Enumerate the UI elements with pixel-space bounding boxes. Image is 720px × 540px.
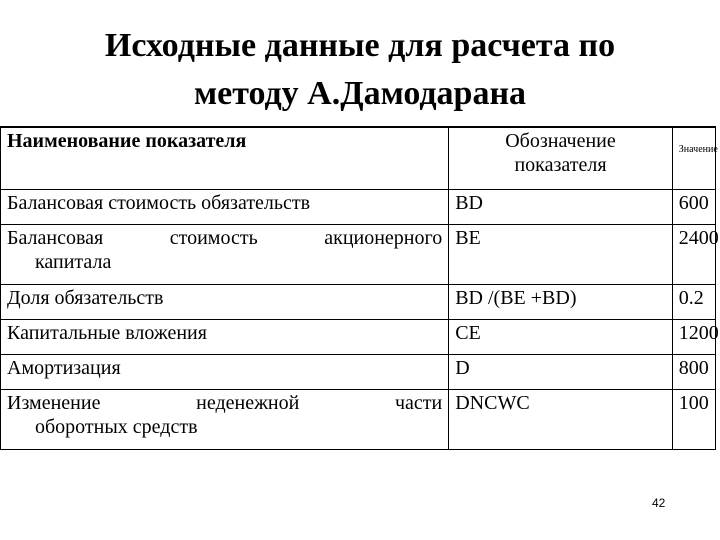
header-name: Наименование показателя xyxy=(1,127,449,189)
table-header-row xyxy=(1,127,716,189)
row-name: Амортизация xyxy=(1,354,449,389)
title-line-1: Исходные данные для расчета по xyxy=(104,27,616,64)
slide-title xyxy=(0,22,720,118)
row-value: 600 xyxy=(672,189,715,224)
header-designation-line-2: показателя xyxy=(514,154,607,176)
row-name xyxy=(1,389,449,449)
row-name-line-2: оборотных средств xyxy=(35,415,198,438)
header-designation xyxy=(449,127,673,189)
table-row xyxy=(1,319,716,354)
row-name: Доля обязательств xyxy=(1,284,449,319)
row-value: 0.2 xyxy=(672,284,715,319)
row-value: 2400 xyxy=(672,224,715,284)
row-name-line-2: капитала xyxy=(35,250,112,273)
table-row xyxy=(1,354,716,389)
row-value: 100 xyxy=(672,389,715,449)
row-designation: BD /(BE +BD) xyxy=(449,284,673,319)
table-row xyxy=(1,389,716,449)
page-number: 42 xyxy=(652,496,666,510)
row-designation: CE xyxy=(449,319,673,354)
header-value: Значение xyxy=(672,127,715,189)
title-line-2: методу А.Дамодарана xyxy=(193,75,527,112)
table-row xyxy=(1,284,716,319)
table-row xyxy=(1,189,716,224)
row-designation: D xyxy=(449,354,673,389)
data-table xyxy=(0,126,719,450)
row-designation: BD xyxy=(449,189,673,224)
header-designation-line-1: Обозначение xyxy=(505,130,616,152)
row-designation: BE xyxy=(449,224,673,284)
row-value: 800 xyxy=(672,354,715,389)
row-designation: DNCWC xyxy=(449,389,673,449)
table-row xyxy=(1,224,716,284)
row-name: Капитальные вложения xyxy=(1,319,449,354)
row-value: 1200 xyxy=(672,319,715,354)
row-name xyxy=(1,224,449,284)
row-name-line-1: Изменение неденежной части xyxy=(7,391,443,414)
row-name-line-1: Балансовая стоимость акционерного xyxy=(7,226,443,249)
row-name: Балансовая стоимость обязательств xyxy=(1,189,449,224)
